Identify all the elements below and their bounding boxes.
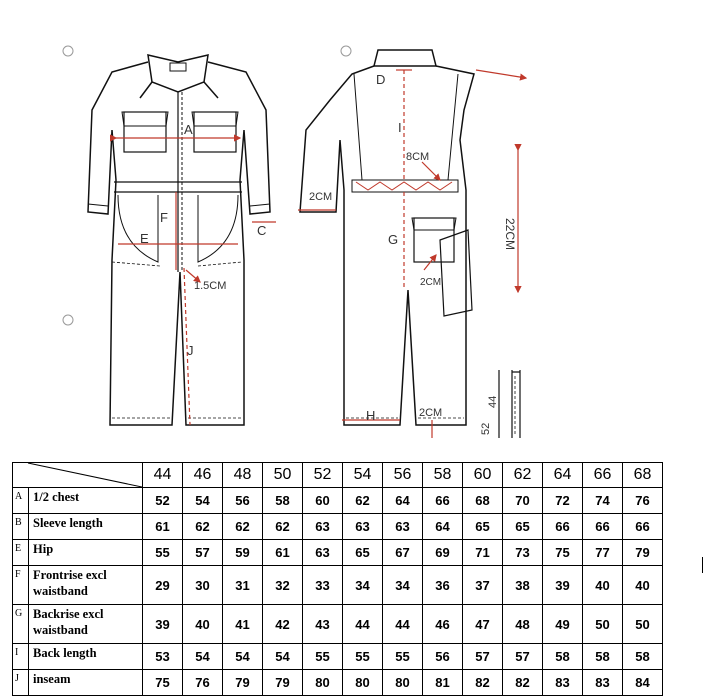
measurement-value-cell: 72 — [543, 488, 583, 514]
measurement-value-cell: 54 — [183, 488, 223, 514]
measurement-value-cell: 58 — [583, 644, 623, 670]
measurement-value-cell: 80 — [343, 670, 383, 696]
row-code-cell: E — [13, 540, 29, 566]
label-i: I — [398, 120, 402, 135]
measurement-value-cell: 64 — [383, 488, 423, 514]
measurement-value-cell: 32 — [263, 566, 303, 605]
measurement-value-cell: 66 — [423, 488, 463, 514]
side-label-44: 44 — [487, 395, 499, 408]
side-strip — [499, 370, 520, 438]
measurement-value-cell: 65 — [463, 514, 503, 540]
measurement-value-cell: 83 — [543, 670, 583, 696]
measurement-value-cell: 58 — [263, 488, 303, 514]
size-table-body — [13, 488, 663, 696]
measurement-value-cell: 44 — [383, 605, 423, 644]
measurement-value-cell: 47 — [463, 605, 503, 644]
measurement-value-cell: 61 — [263, 540, 303, 566]
row-code-cell: B — [13, 514, 29, 540]
front-view — [88, 55, 270, 425]
label-2cm-pocket: 2CM — [420, 277, 442, 288]
measurement-value-cell: 55 — [303, 644, 343, 670]
measurement-value-cell: 60 — [303, 488, 343, 514]
label-2cm-hem: 2CM — [419, 407, 443, 419]
measurement-name-cell: Frontrise excl waistband — [29, 566, 143, 605]
measurement-value-cell: 57 — [503, 644, 543, 670]
label-a: A — [184, 122, 193, 137]
measurement-name-cell: Hip — [29, 540, 143, 566]
measurement-value-cell: 82 — [503, 670, 543, 696]
table-row — [13, 670, 663, 696]
measurement-value-cell: 59 — [223, 540, 263, 566]
measurement-value-cell: 76 — [183, 670, 223, 696]
measurement-value-cell: 74 — [583, 488, 623, 514]
back-view — [300, 50, 474, 425]
label-h: H — [366, 408, 376, 423]
table-row — [13, 566, 663, 605]
label-j: J — [187, 343, 194, 358]
measurement-value-cell: 62 — [223, 514, 263, 540]
measurement-value-cell: 33 — [303, 566, 343, 605]
measurement-value-cell: 34 — [383, 566, 423, 605]
size-header-row — [13, 463, 663, 488]
size-header-cell: 44 — [143, 463, 183, 488]
edge-tick-mark — [702, 557, 703, 573]
size-header-cell: 62 — [503, 463, 543, 488]
measurement-value-cell: 69 — [423, 540, 463, 566]
size-header-cell: 66 — [583, 463, 623, 488]
measurement-value-cell: 70 — [503, 488, 543, 514]
measurement-value-cell: 66 — [543, 514, 583, 540]
measurement-value-cell: 53 — [143, 644, 183, 670]
measurement-value-cell: 61 — [143, 514, 183, 540]
measurement-value-cell: 64 — [423, 514, 463, 540]
measurement-value-cell: 83 — [583, 670, 623, 696]
measurement-value-cell: 84 — [623, 670, 663, 696]
table-row — [13, 540, 663, 566]
measurement-value-cell: 29 — [143, 566, 183, 605]
measurement-value-cell: 36 — [423, 566, 463, 605]
measurement-name-cell: 1/2 chest — [29, 488, 143, 514]
table-row — [13, 605, 663, 644]
measurement-value-cell: 49 — [543, 605, 583, 644]
measurement-value-cell: 40 — [623, 566, 663, 605]
row-code-cell: G — [13, 605, 29, 644]
measurement-value-cell: 46 — [423, 605, 463, 644]
measurement-value-cell: 73 — [503, 540, 543, 566]
measurement-value-cell: 40 — [583, 566, 623, 605]
measurement-value-cell: 62 — [263, 514, 303, 540]
size-header-cell: 60 — [463, 463, 503, 488]
measurement-value-cell: 57 — [183, 540, 223, 566]
measurement-value-cell: 37 — [463, 566, 503, 605]
registration-circle — [63, 315, 73, 325]
measurement-value-cell: 38 — [503, 566, 543, 605]
measurement-value-cell: 41 — [223, 605, 263, 644]
size-header-cell: 52 — [303, 463, 343, 488]
measurement-value-cell: 63 — [303, 514, 343, 540]
measurement-value-cell: 65 — [503, 514, 543, 540]
measurement-value-cell: 50 — [623, 605, 663, 644]
measurement-value-cell: 52 — [143, 488, 183, 514]
measurement-value-cell: 54 — [263, 644, 303, 670]
label-g: G — [388, 232, 399, 247]
measurement-value-cell: 40 — [183, 605, 223, 644]
measurement-value-cell: 76 — [623, 488, 663, 514]
size-chart-table — [12, 462, 663, 696]
diagonal-line — [13, 463, 142, 487]
measurement-value-cell: 30 — [183, 566, 223, 605]
row-code-cell: F — [13, 566, 29, 605]
measurement-name-cell: Backrise excl waistband — [29, 605, 143, 644]
measurement-value-cell: 34 — [343, 566, 383, 605]
table-row — [13, 488, 663, 514]
label-1-5cm: 1.5CM — [194, 280, 227, 292]
label-2cm-waist: 2CM — [309, 191, 333, 203]
measurement-value-cell: 39 — [143, 605, 183, 644]
measurement-value-cell: 63 — [343, 514, 383, 540]
label-8cm: 8CM — [406, 151, 430, 163]
size-header-cell: 54 — [343, 463, 383, 488]
header-corner-cell — [13, 463, 143, 488]
table-row — [13, 514, 663, 540]
measurement-value-cell: 57 — [463, 644, 503, 670]
measurement-value-cell: 44 — [343, 605, 383, 644]
measurement-value-cell: 71 — [463, 540, 503, 566]
size-header-cell: 58 — [423, 463, 463, 488]
measurement-value-cell: 63 — [303, 540, 343, 566]
size-header-cell: 46 — [183, 463, 223, 488]
measurement-value-cell: 43 — [303, 605, 343, 644]
measurement-name-cell: Sleeve length — [29, 514, 143, 540]
back-measure-lines — [298, 70, 526, 438]
measurement-value-cell: 79 — [223, 670, 263, 696]
measurement-value-cell: 81 — [423, 670, 463, 696]
side-label-52: 52 — [480, 422, 492, 435]
measurement-value-cell: 75 — [543, 540, 583, 566]
row-code-cell: J — [13, 670, 29, 696]
measurement-value-cell: 66 — [623, 514, 663, 540]
registration-circle — [63, 46, 73, 56]
measurement-value-cell: 54 — [183, 644, 223, 670]
label-e: E — [140, 231, 149, 246]
measurement-value-cell: 75 — [143, 670, 183, 696]
measurement-value-cell: 65 — [343, 540, 383, 566]
measurement-value-cell: 55 — [383, 644, 423, 670]
measurement-value-cell: 82 — [463, 670, 503, 696]
measurement-name-cell: inseam — [29, 670, 143, 696]
measurement-value-cell: 67 — [383, 540, 423, 566]
measurement-value-cell: 54 — [223, 644, 263, 670]
measurement-value-cell: 80 — [383, 670, 423, 696]
size-header-cell: 56 — [383, 463, 423, 488]
measurement-value-cell: 63 — [383, 514, 423, 540]
measurement-name-cell: Back length — [29, 644, 143, 670]
label-f: F — [160, 210, 168, 225]
measurement-value-cell: 77 — [583, 540, 623, 566]
measurement-value-cell: 42 — [263, 605, 303, 644]
measurement-value-cell: 66 — [583, 514, 623, 540]
size-header-cell: 68 — [623, 463, 663, 488]
table-row — [13, 644, 663, 670]
measurement-value-cell: 56 — [423, 644, 463, 670]
measurement-value-cell: 62 — [183, 514, 223, 540]
measurement-value-cell: 39 — [543, 566, 583, 605]
row-code-cell: I — [13, 644, 29, 670]
measurement-value-cell: 55 — [343, 644, 383, 670]
measurement-value-cell: 50 — [583, 605, 623, 644]
size-header-cell: 64 — [543, 463, 583, 488]
measurement-value-cell: 80 — [303, 670, 343, 696]
measurement-value-cell: 58 — [623, 644, 663, 670]
label-c: C — [257, 223, 267, 238]
measurement-value-cell: 79 — [263, 670, 303, 696]
measurement-value-cell: 31 — [223, 566, 263, 605]
size-header-cell: 48 — [223, 463, 263, 488]
measurement-value-cell: 48 — [503, 605, 543, 644]
measurement-value-cell: 79 — [623, 540, 663, 566]
measurement-value-cell: 68 — [463, 488, 503, 514]
measurement-value-cell: 62 — [343, 488, 383, 514]
measurement-value-cell: 56 — [223, 488, 263, 514]
registration-circle — [341, 46, 351, 56]
row-code-cell: A — [13, 488, 29, 514]
size-header-cell: 50 — [263, 463, 303, 488]
measurement-value-cell: 55 — [143, 540, 183, 566]
label-d: D — [376, 72, 386, 87]
measurement-value-cell: 58 — [543, 644, 583, 670]
label-22cm: 22CM — [503, 218, 517, 251]
